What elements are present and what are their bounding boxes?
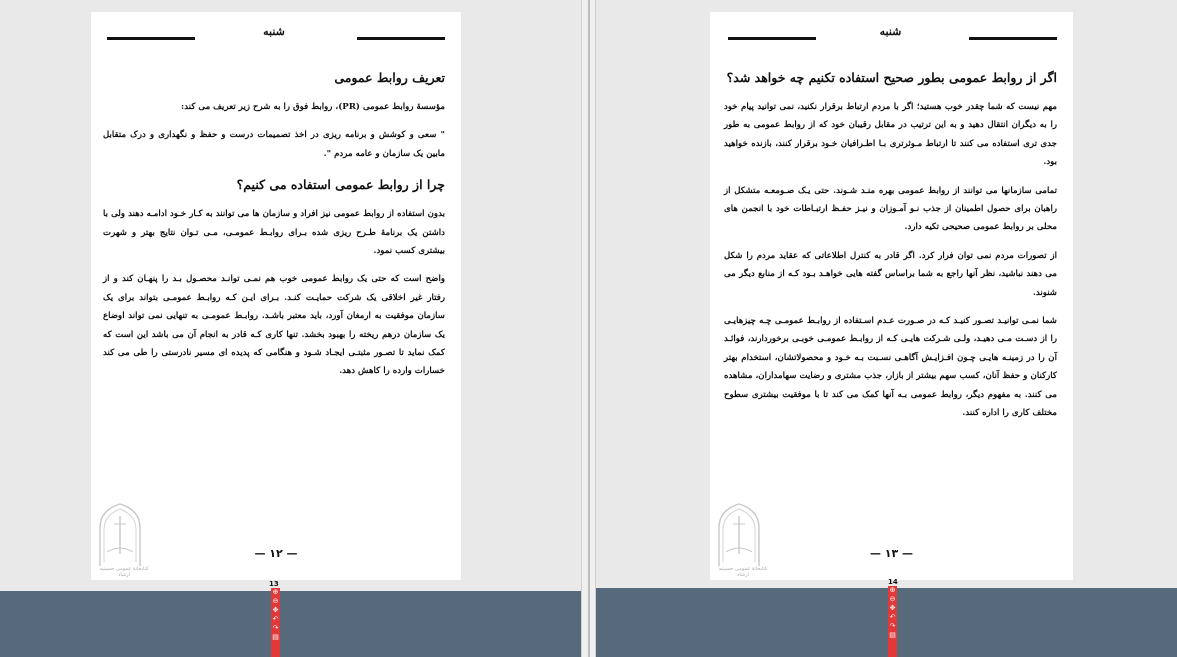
viewer-pane-right[interactable]	[596, 0, 1177, 657]
paragraph: واضح است که حتی یک روابط عمومی خوب هم نمـی توانـد محصـول بـد را پنهـان کند و از رفتار غیر اخلاقی یک شرکت حمایـت کنـد. بـرای ایـن کـه روابـط عمومـی بتواند برای یک سازمان موفقیت به ارمغان آورد، باید معتبر باشـد. روابـط عمومـی به تنهایی نمی تواند اوضاع یک سازمان درهم ریخته را بهبود بخشد. تنها کاری کـه قادر به انجام آن می باشد این است که کمک نماید تا تصـور مثبتـی ایجـاد شـود و هنگامی که پدیده ای مسیر نادرستی را طی می کند خسارات وارده را کاهش دهد.	[103, 274, 445, 377]
seal-caption: کتابخانهٔ عمومی حسینیه ارشاد	[99, 566, 149, 578]
viewer-footer	[596, 588, 1177, 657]
paragraph: بدون استفاده از روابط عمومی نیز افراد و سازمان ها می توانند به کـار خـود ادامـه دهند ولی با داشتن یک برنامهٔ طـرح ریزی شده بـرای روابـط عمومـی، مـی تـوان نتایج بهتر و شهرت بیشتری کسب نمود.	[103, 209, 445, 257]
page-indicator: 14	[888, 578, 898, 586]
rotate-cw-icon[interactable]: ↷	[889, 622, 896, 630]
paragraph: از تصورات مردم نمی توان فرار کرد. اگر قادر به کنترل اطلاعاتی که عقاید مردم را شکل می دهند نباشید، نظر آنها راجع به شما براساس گفته هایی خواهـد بـود کـه از منابع دیگر می شنوند.	[724, 250, 1057, 298]
zoom-out-icon[interactable]: ⊖	[889, 595, 896, 603]
header-day: شنبه	[879, 25, 902, 38]
paragraph: " سعی و کوشش و برنامه ریزی در اخذ تصمیمات درست و حفظ و نگهداری و درک متقابل مابین یک سازمان و عامه مردم ".	[103, 130, 445, 159]
seal-caption: کتابخانهٔ عمومی حسینیه ارشاد	[718, 566, 768, 578]
paragraph: مؤسسهٔ روابط عمومی (PR)، روابط فوق را به شرح زیر تعریف می کند:	[181, 102, 445, 112]
viewer-pane-left[interactable]	[0, 0, 581, 657]
header-day: شنبه	[263, 25, 285, 38]
move-icon[interactable]: ✥	[272, 606, 279, 614]
pane-divider[interactable]	[581, 0, 596, 657]
zoom-in-icon[interactable]: ⊕	[272, 588, 279, 596]
section-heading: چرا از روابط عمومی استفاده می کنیم؟	[236, 177, 445, 193]
paragraph: تمامی سازمانها می توانند از روابط عمومی بهره منـد شـوند. حتی یـک صـومعـه متشکل از راهبان برای حصول اطمینان از جذب نـو آمـوزان و نیـز حفـظ ارتبـاطات خود با انجمن های محلی بر روابط عمومی صحیحی تکیه دارد.	[724, 185, 1057, 233]
rotate-cw-icon[interactable]: ↷	[272, 624, 279, 632]
page-header	[724, 12, 1057, 62]
zoom-in-icon[interactable]: ⊕	[889, 586, 896, 594]
print-icon[interactable]: ▤	[272, 633, 279, 641]
viewer-footer	[0, 591, 581, 657]
page-12	[91, 12, 461, 580]
page-number: — ۱۳ —	[869, 547, 914, 560]
header-rule	[357, 37, 445, 40]
section-title: اگر از روابط عمومی بطور صحیح استفاده تکنیم چه خواهد شد؟	[726, 70, 1057, 85]
header-rule	[969, 37, 1057, 40]
viewer-toolbar	[271, 588, 280, 657]
move-icon[interactable]: ✥	[889, 604, 896, 612]
paragraph: مهم نیست که شما چقدر خوب هستید؛ اگر با مردم ارتباط برقرار نکنید، نمی توانید پیام خود را به دیگران انتقال دهید و به این ترتیب در مقابل رقیبان خود که از روابط عمومی به طور جدی تری استفاده می کنند تا ارتباط مـوثرتری بـا اطـرافیان خـود برقرار کنند، بازنده خواهید بود.	[724, 102, 1057, 168]
zoom-out-icon[interactable]: ⊖	[272, 597, 279, 605]
rotate-ccw-icon[interactable]: ↶	[889, 613, 896, 621]
page-number: — ۱۲ —	[254, 547, 298, 560]
viewer-toolbar	[888, 586, 897, 657]
rotate-ccw-icon[interactable]: ↶	[272, 615, 279, 623]
print-icon[interactable]: ▤	[889, 631, 896, 639]
section-title: تعریف روابط عمومی	[334, 70, 445, 85]
page-header	[103, 12, 445, 62]
page-13	[710, 12, 1073, 580]
paragraph: شما نمـی توانیـد تصـور کنیـد کـه در صـورت عـدم اسـتفاده از روابـط عمومـی چـه چیزهایـی را از دسـت مـی دهیـد، ولـی شـرکت هایـی کـه از روابـط عمومـی خوبـی برخوردارند، فوائـد آن را در زمینـه هایـی چـون افـزایـش آگاهـی نسـبت بـه خـود و محصولاتشان، استخدام بهتر کارکنان و حفظ آنان، کسب سهم بیشتر از بازار، جذب مشتری و رضایت سهامداران، مشاهده می کنند. به مفهوم دیگر، روابط عمومی بـه آنها کمک می کند تا با موفقیت بیشتری سطوح مختلف کاری را اداره کنند.	[724, 316, 1057, 419]
page-indicator: 13	[269, 580, 279, 588]
